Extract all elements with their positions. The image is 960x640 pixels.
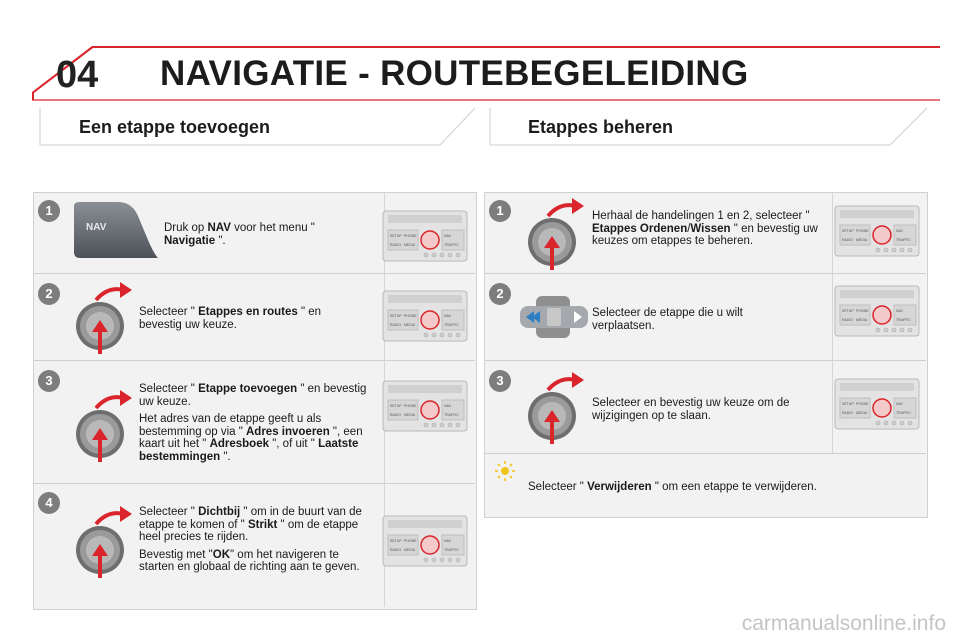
step-badge: 1 xyxy=(38,200,60,222)
svg-text:MEDIA: MEDIA xyxy=(404,413,416,417)
radio-panel-thumbnail xyxy=(382,210,468,262)
svg-text:SETUP: SETUP xyxy=(390,539,402,543)
svg-text:RADIO: RADIO xyxy=(842,318,854,322)
svg-text:PHONE: PHONE xyxy=(404,539,417,543)
svg-text:RADIO: RADIO xyxy=(390,548,402,552)
step-badge: 2 xyxy=(38,283,60,305)
rotary-knob-icon xyxy=(72,388,134,466)
tip-text: Selecteer " Verwijderen " om een etappe te verwijderen. xyxy=(528,481,817,493)
svg-text:NAV: NAV xyxy=(444,234,451,238)
svg-text:MEDIA: MEDIA xyxy=(856,318,868,322)
radio-panel-thumbnail xyxy=(382,515,468,567)
svg-text:NAV: NAV xyxy=(444,539,451,543)
svg-text:SETUP: SETUP xyxy=(842,229,854,233)
radio-panel-thumbnail xyxy=(834,205,920,257)
rotary-knob-icon xyxy=(524,196,586,274)
right-step-3-text: Selecteer en bevestig uw keuze om de wijzigingen op te slaan. xyxy=(592,397,790,422)
rotary-knob-icon xyxy=(524,370,586,448)
svg-text:NAV: NAV xyxy=(444,404,451,408)
chapter-number: 04 xyxy=(56,54,99,96)
svg-text:PHONE: PHONE xyxy=(404,404,417,408)
svg-text:SETUP: SETUP xyxy=(390,404,402,408)
svg-text:MEDIA: MEDIA xyxy=(404,548,416,552)
left-step-4-text: Selecteer " Dichtbij " om in de buurt van de etappe te komen of " Strikt " om de etappe heel precies te rijden. Bevestig met "OK" om het navigeren te starten en globaal de richting aan te geven. xyxy=(139,506,362,573)
svg-text:MEDIA: MEDIA xyxy=(404,243,416,247)
svg-text:TRAFFIC: TRAFFIC xyxy=(444,323,459,327)
nav-button-icon xyxy=(72,200,160,260)
step-badge: 3 xyxy=(38,370,60,392)
left-section-title: Een etappe toevoegen xyxy=(79,117,271,137)
svg-text:NAV: NAV xyxy=(896,229,903,233)
svg-text:TRAFFIC: TRAFFIC xyxy=(896,318,911,322)
svg-text:RADIO: RADIO xyxy=(842,411,854,415)
svg-text:PHONE: PHONE xyxy=(404,314,417,318)
rotary-knob-icon xyxy=(72,280,134,358)
svg-text:NAV: NAV xyxy=(896,309,903,313)
svg-text:PHONE: PHONE xyxy=(856,229,869,233)
svg-text:TRAFFIC: TRAFFIC xyxy=(896,238,911,242)
svg-text:RADIO: RADIO xyxy=(390,323,402,327)
left-step-2-text: Selecteer " Etappes en routes " en bevestig uw keuze. xyxy=(139,306,322,331)
arrow-pad-icon xyxy=(518,294,590,340)
right-step-2-text: Selecteer de etappe die u wilt verplaatsen. xyxy=(592,307,743,332)
step-badge: 3 xyxy=(489,370,511,392)
svg-text:MEDIA: MEDIA xyxy=(856,411,868,415)
svg-text:RADIO: RADIO xyxy=(842,238,854,242)
svg-text:TRAFFIC: TRAFFIC xyxy=(444,413,459,417)
radio-panel-thumbnail xyxy=(834,378,920,430)
step-badge: 1 xyxy=(489,200,511,222)
page-title: NAVIGATIE - ROUTEBEGELEIDING xyxy=(160,54,749,93)
right-section-title: Etappes beheren xyxy=(528,117,674,137)
step-badge: 4 xyxy=(38,492,60,514)
nav-button-label: NAV xyxy=(86,222,107,233)
svg-text:SETUP: SETUP xyxy=(390,234,402,238)
sun-icon xyxy=(494,460,516,482)
watermark: carmanualsonline.info xyxy=(741,612,946,635)
svg-text:SETUP: SETUP xyxy=(842,309,854,313)
svg-text:MEDIA: MEDIA xyxy=(856,238,868,242)
svg-text:TRAFFIC: TRAFFIC xyxy=(444,548,459,552)
radio-panel-thumbnail xyxy=(382,290,468,342)
svg-text:TRAFFIC: TRAFFIC xyxy=(444,243,459,247)
svg-text:PHONE: PHONE xyxy=(856,309,869,313)
svg-text:MEDIA: MEDIA xyxy=(404,323,416,327)
left-step-3-text: Selecteer " Etappe toevoegen " en bevestig uw keuze. Het adres van de etappe geeft u als bestemming op via " Adres invoeren ", een kaart uit het " Adresboek ", of uit " Laatste bestemmingen ". xyxy=(139,383,367,463)
svg-text:PHONE: PHONE xyxy=(856,402,869,406)
rotary-knob-icon xyxy=(72,504,134,582)
radio-panel-thumbnail xyxy=(834,285,920,337)
svg-text:NAV: NAV xyxy=(896,402,903,406)
left-step-1-text: Druk op NAV voor het menu " Navigatie ". xyxy=(164,222,315,247)
svg-text:SETUP: SETUP xyxy=(390,314,402,318)
svg-text:RADIO: RADIO xyxy=(390,243,402,247)
svg-text:PHONE: PHONE xyxy=(404,234,417,238)
step-badge: 2 xyxy=(489,283,511,305)
right-step-1-text: Herhaal de handelingen 1 en 2, selecteer " Etappes Ordenen/Wissen " en bevestig uw keuzes om etappes te beheren. xyxy=(592,210,818,247)
svg-text:RADIO: RADIO xyxy=(390,413,402,417)
svg-text:TRAFFIC: TRAFFIC xyxy=(896,411,911,415)
svg-text:SETUP: SETUP xyxy=(842,402,854,406)
svg-text:NAV: NAV xyxy=(444,314,451,318)
radio-panel-thumbnail xyxy=(382,380,468,432)
